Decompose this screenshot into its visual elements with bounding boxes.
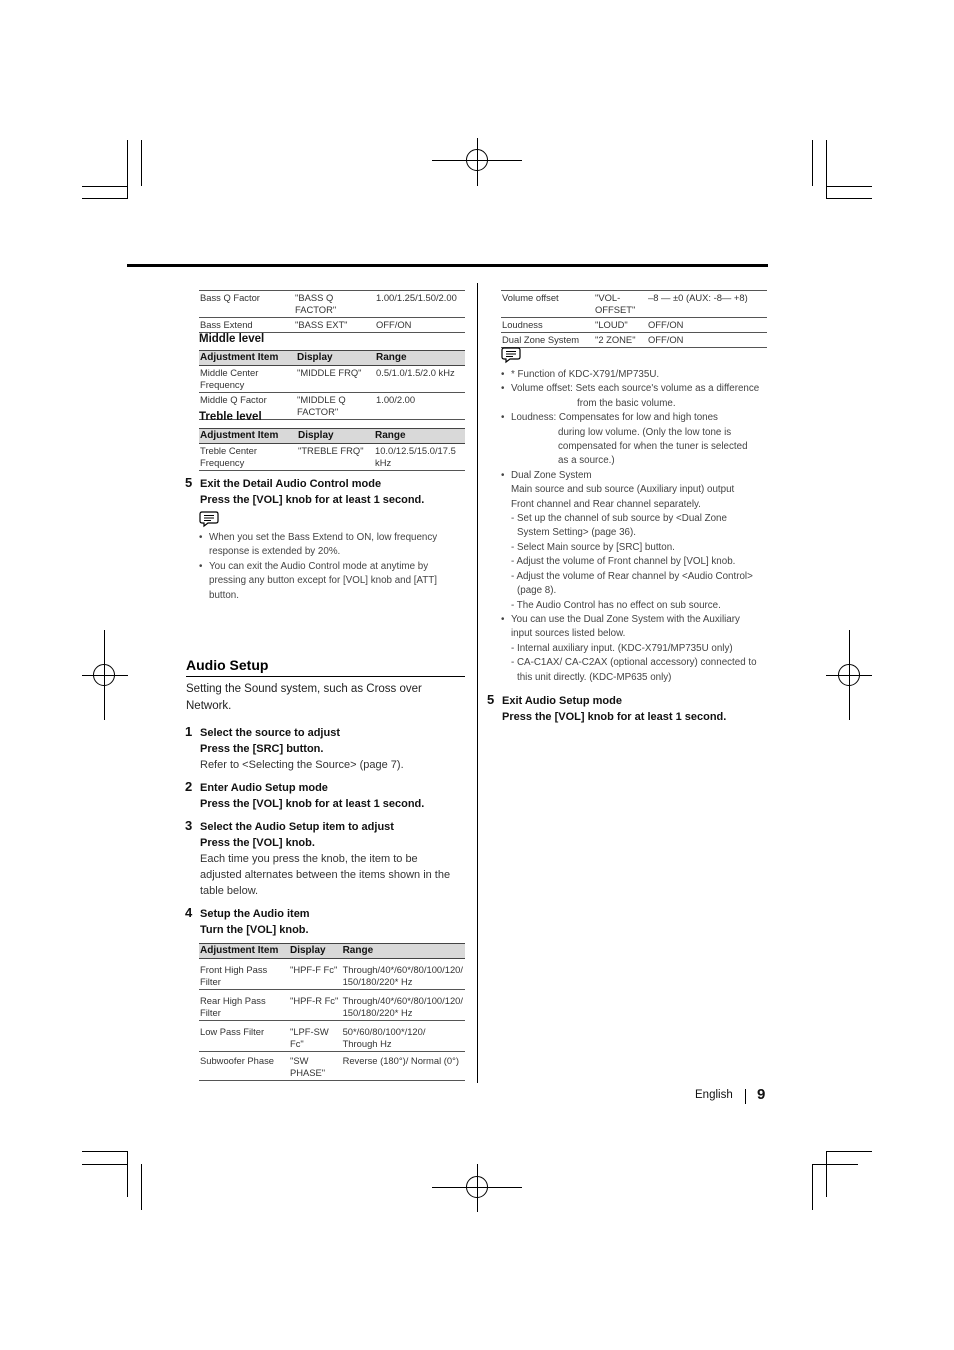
middle-level-heading: Middle level xyxy=(199,333,265,345)
note-icon xyxy=(199,510,219,528)
audio-setup-table: Adjustment Item Display Range Front High Pass Filter "HPF-F Fc" Through/40*/60*/80/100/120/ 150/180/220* Hz Rear High Pass Filter "HPF-R Fc" Through/40*/60*/80/100/120/ 150/180/220* Hz Low Pass Filter "LPF-SW Fc" 50*/60/80/100*/120/ Through Hz Subwoofer Phase "SW PHASE" Reverse (180°)/ Normal (0°) xyxy=(199,943,465,1081)
step-title: Exit the Detail Audio Control mode xyxy=(200,478,382,490)
column-divider xyxy=(477,283,478,1083)
volume-table: Volume offset "VOL-OFFSET" –8 — ±0 (AUX: -8— +8) Loudness "LOUD" OFF/ON Dual Zone System "2 ZONE" OFF/ON xyxy=(501,290,767,348)
step-select-source: 1 Select the source to adjust Press the [SRC] button. Refer to <Selecting the Source> (page 7). xyxy=(185,724,404,771)
header-rule xyxy=(127,264,768,267)
note-icon xyxy=(501,346,521,364)
step-select-item: 3 Select the Audio Setup item to adjust Press the [VOL] knob. Each time you press the knob, the item to be adjusted alternates between the items shown in the table below. xyxy=(185,818,451,897)
note-auxiliary: • You can use the Dual Zone System with the Auxiliary input sources listed below. - Internal auxiliary input. (KDC-X791/MP735U only) - CA-C1AX/ CA-C2AX (optional accessory) connected to this unit directly. (KDC-MP635 only) xyxy=(501,613,771,685)
audio-setup-notes xyxy=(501,368,771,685)
step-setup-item: 4 Setup the Audio item Turn the [VOL] knob. xyxy=(185,905,310,936)
treble-level-table: Adjustment Item Display Range Treble Center Frequency "TREBLE FRQ" 10.0/12.5/15.0/17.5 kHz xyxy=(199,428,465,471)
step-number: 5 xyxy=(185,475,193,490)
note-exit-anytime: • You can exit the Audio Control mode at anytime by pressing any button except for [VOL] knob and [ATT] button. xyxy=(199,560,454,603)
note-function: • * Function of KDC-X791/MP735U. xyxy=(501,368,771,382)
treble-level-heading: Treble level xyxy=(199,411,262,423)
middle-level-table: Adjustment Item Display Range Middle Center Frequency "MIDDLE FRQ" 0.5/1.0/1.5/2.0 kHz Middle Q Factor "MIDDLE Q FACTOR" 1.00/2.00 xyxy=(199,350,465,420)
audio-setup-intro: Setting the Sound system, such as Cross over Network. xyxy=(186,683,422,712)
footer-separator xyxy=(745,1089,746,1104)
note-volume-offset: • Volume offset: Sets each source's volume as a difference from the basic volume. xyxy=(501,382,771,411)
bass-table: Bass Q Factor "BASS Q FACTOR" 1.00/1.25/1.50/2.00 Bass Extend "BASS EXT" OFF/ON xyxy=(199,290,465,333)
audio-setup-heading: Audio Setup xyxy=(186,657,269,673)
step-instruction: Press the [VOL] knob for at least 1 second. xyxy=(200,494,425,506)
note-dual-zone: • Dual Zone System Main source and sub source (Auxiliary input) output Front channel and Rear channel separately. - Set up the channel of sub source by <Dual Zone System Setting> (page 36). - Select Main source by [SRC] button. - Adjust the volume of Front channel by [VOL] knob. - Adjust the volume of Rear channel by <Audio Control> (page 8). - The Audio Control has no effect on sub source. xyxy=(501,469,771,613)
step-exit-detail xyxy=(185,475,470,508)
audio-setup-rule xyxy=(186,676,465,677)
footer-language: English xyxy=(695,1089,733,1101)
note-bass-extend: • When you set the Bass Extend to ON, low frequency response is extended by 20%. xyxy=(199,531,454,560)
page-number: 9 xyxy=(757,1086,766,1103)
note-loudness: • Loudness: Compensates for low and high tones during low volume. (Only the low tone is compensated for when the tuner is selected as a source.) xyxy=(501,411,771,469)
step-exit-audio-setup: 5 Exit Audio Setup mode Press the [VOL] knob for at least 1 second. xyxy=(487,692,727,723)
step-enter-audio-setup: 2 Enter Audio Setup mode Press the [VOL] knob for at least 1 second. xyxy=(185,779,425,810)
exit-detail-notes xyxy=(199,531,454,603)
